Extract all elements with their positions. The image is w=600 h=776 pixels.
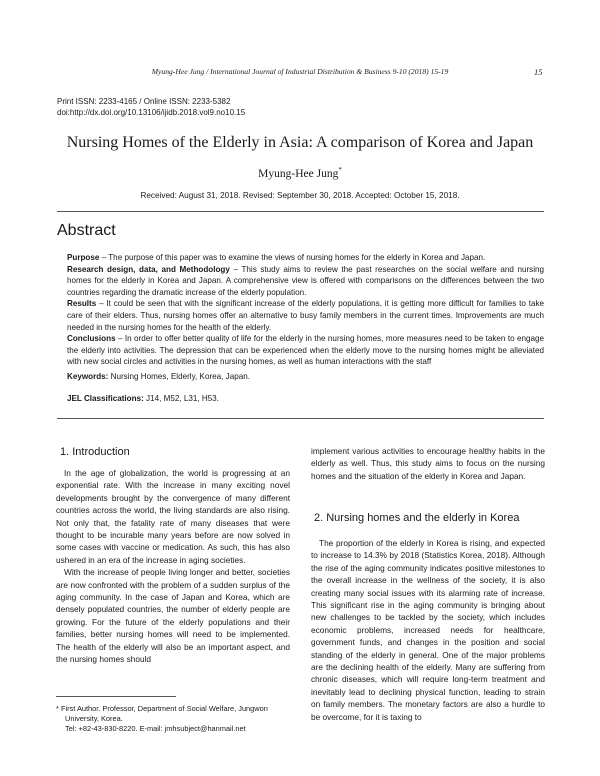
footnote-line-2: University, Korea. <box>65 714 123 723</box>
purpose-label: Purpose <box>67 253 100 262</box>
right-column-section-2 <box>311 537 545 723</box>
intro-continuation: implement various activities to encourage healthy habits in the elderly as well. Thus, this study aims to focus on the nursing homes and the situation of the elderly in Korea and Japan. <box>311 446 545 481</box>
keywords-text: Nursing Homes, Elderly, Korea, Japan. <box>108 372 250 381</box>
divider-bottom <box>57 418 544 419</box>
running-head: Myung-Hee Jung / International Journal of Industrial Distribution & Business 9-10 (2018) 15-19 <box>151 67 449 76</box>
page-number: 15 <box>534 67 543 77</box>
jel-label: JEL Classifications: <box>67 394 144 403</box>
keywords-label: Keywords: <box>67 372 109 381</box>
abstract-purpose <box>67 252 544 264</box>
footnote-contact: Tel: +82-43-830-8220. E-mail: jmhsubject@hanmail.net <box>65 724 246 733</box>
results-text: – It could be seen that with the significant increase of the elderly populations, it is getting more difficult for families to take care of their elders. Thus, nursing homes offer an alternative to busy family members in the current times. Improvements are much needed in the nursing homes for the health of the elderly. <box>67 299 544 332</box>
conclusions-text: – In order to offer better quality of life for the elderly in the nursing homes, more measures need to be taken to engage the elderly into activities. The depression that can be experienced when the elderly move to the nursing homes might be alleviated with new social circles and activities in the nursing homes, as well as human interactions with the staff <box>67 334 544 367</box>
jel-text: J14, M52, L31, H53. <box>143 394 219 403</box>
footnote <box>56 704 296 734</box>
intro-paragraph-1: In the age of globalization, the world is progressing at an exponential rate. With the increase in many exciting novel developments brought by the convergence of many different countries across the world, the living standards are also rising. Not only that, the fatality rate of many diseases that were thought to be incurable many years before are now solved in some cases with vaccine or medication. As such, this has also ushered in an era of the increase in aging societies. <box>56 468 290 565</box>
issn-block <box>57 96 245 118</box>
keywords <box>67 372 250 381</box>
author-name: Myung-Hee Jung <box>258 167 339 180</box>
author-line <box>0 166 600 180</box>
doi: doi:http://dx.doi.org/10.13106/ijidb.2018.vol9.no10.15 <box>57 108 246 117</box>
design-text: – This study aims to review the past researches on the social welfare and nursing homes for the elderly in Korea and Japan. A comprehensive view is offered with comparisons on the differences between the two countries regarding the dramatic increase of the elderly population. <box>67 264 545 297</box>
abstract-results <box>67 298 544 333</box>
intro-paragraph-2: With the increase of people living longer and better, societies are now confronted with the problem of a sudden surplus of the aging community. In the case of Japan and Korea, which are densely populated countries, the number of elderly people are growing. For the future of the elderly populations and their families, better nursing homes will need to be implemented. The health of the elderly will also be an important aspect, and the nursing homes should <box>56 567 290 665</box>
divider-top <box>57 211 544 212</box>
paper-title: Nursing Homes of the Elderly in Asia: A comparison of Korea and Japan <box>66 134 534 151</box>
abstract-heading: Abstract <box>57 222 116 239</box>
abstract-design <box>67 264 544 299</box>
design-label: Research design, data, and Methodology <box>67 264 230 274</box>
print-issn: Print ISSN: 2233-4165 / Online ISSN: 2233-5382 <box>57 97 231 106</box>
footnote-affiliation: First Author. Professor, Department of Social Welfare, Jungwon <box>58 704 268 713</box>
abstract-conclusions <box>67 333 544 368</box>
left-column <box>56 467 290 666</box>
right-column-top <box>311 445 545 482</box>
section-1-heading: 1. Introduction <box>60 446 130 458</box>
footnote-mark: * <box>56 704 59 713</box>
results-label: Results <box>67 299 97 309</box>
author-footnote-mark: * <box>338 166 342 174</box>
abstract-body <box>67 252 544 368</box>
received-dates: Received: August 31, 2018. Revised: September 30, 2018. Accepted: October 15, 2018. <box>140 191 460 200</box>
section-2-heading: 2. Nursing homes and the elderly in Korea <box>314 512 520 524</box>
conclusions-label: Conclusions <box>67 334 116 344</box>
footnote-line-1 <box>56 704 296 714</box>
footnote-divider <box>56 696 176 697</box>
jel-classifications <box>67 394 219 403</box>
section-2-paragraph-1: The proportion of the elderly in Korea is rising, and expected to increase to 14.3% by 2018 (Statistics Korea, 2018). Although the rise of the aging community indicates positive milestones to the overall increase in the wellness of the society, it is also creating many social issues with its alarming rate of increase. This significant rise in the aging community is bringing about new challenges to be tackled by the society, which includes economic problems, increased needs for healthcare, government funds, and changes in the position and social standing of the elderly in general. One of the major problems are the declining health of the elderly. Many are suffering from chronic diseases, which will require long-term treatment and inevitably lead to declining physical function, leading to strain on family members. The monetary factors are also a hurdle to be overcome, for it is taxing to <box>311 538 545 722</box>
purpose-text: – The purpose of this paper was to examine the views of nursing homes for the elderly in Korea and Japan. <box>99 253 486 262</box>
